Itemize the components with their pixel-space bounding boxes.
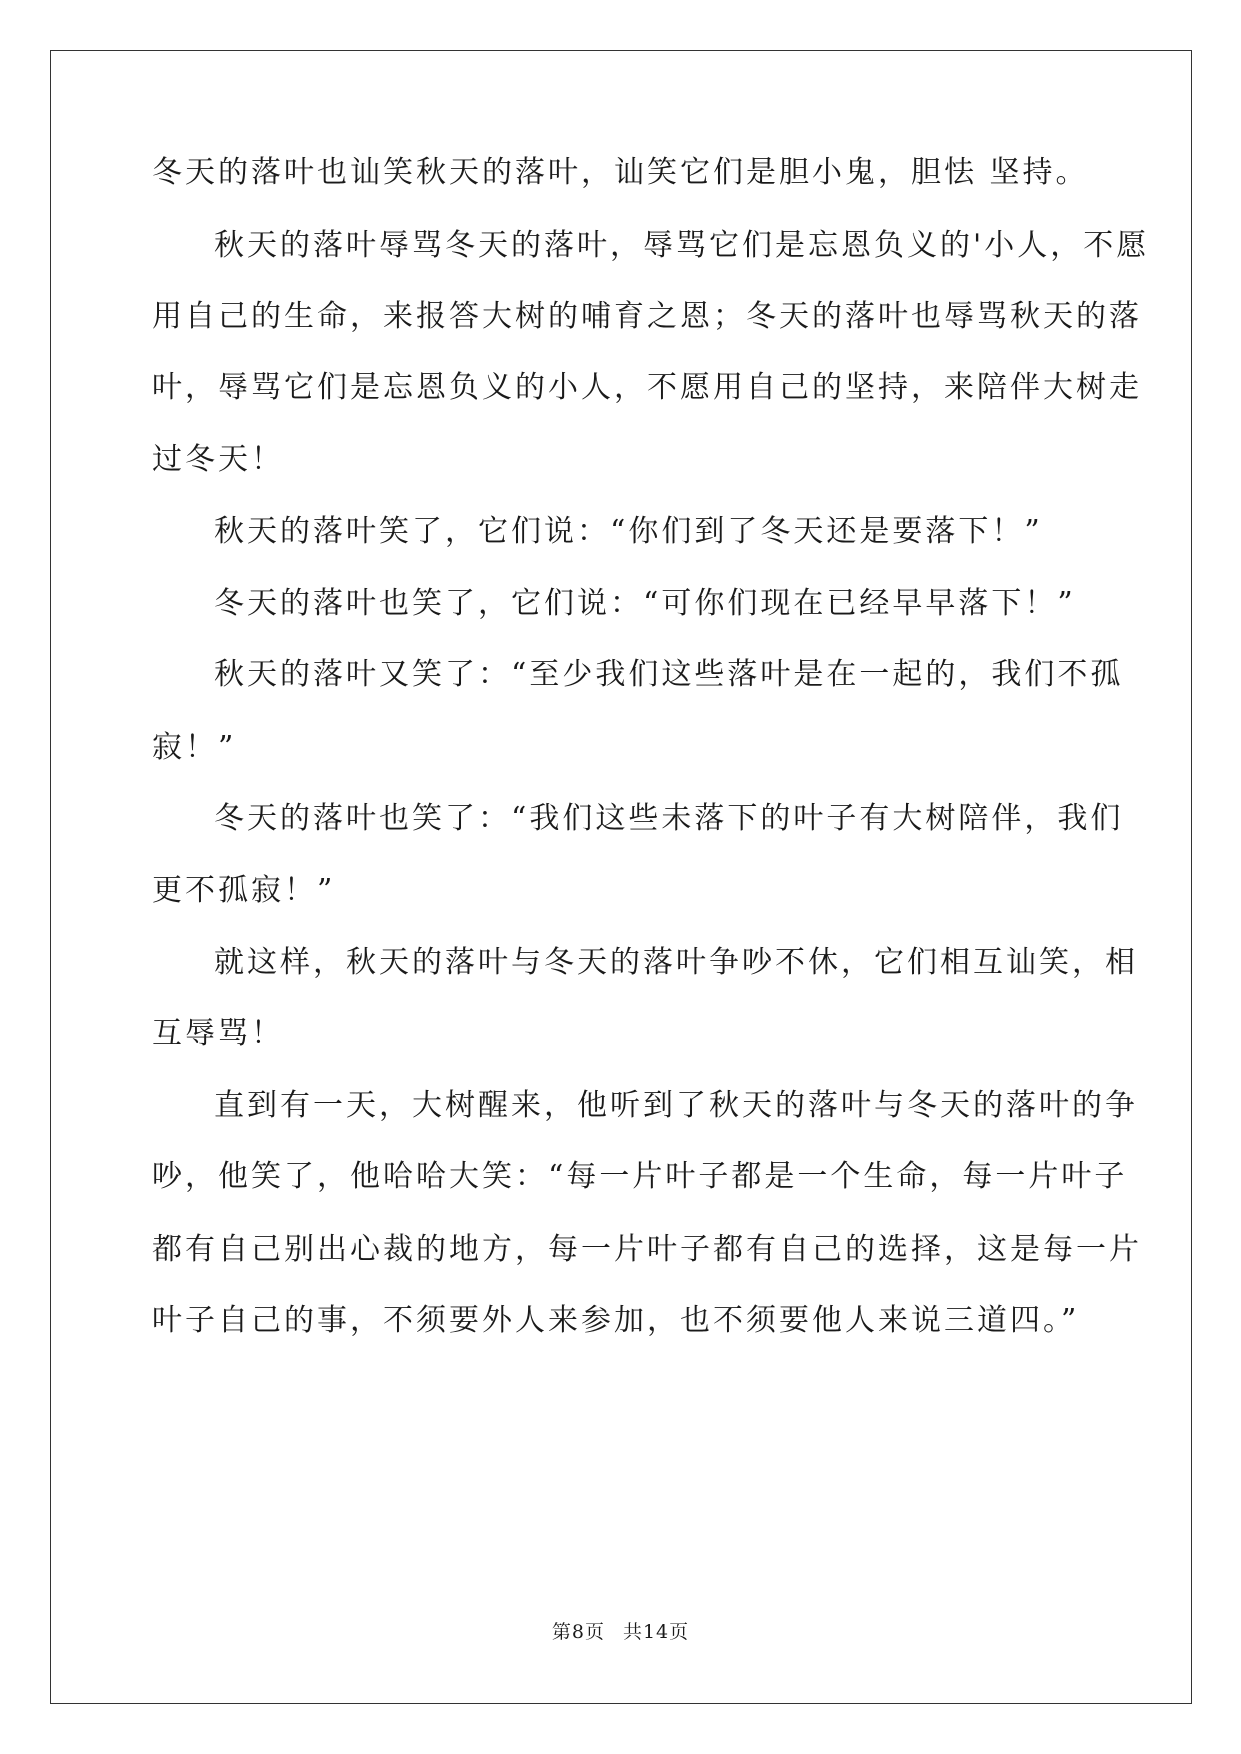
paragraph-first-line: 就这样，秋天的落叶与冬天的落叶争吵不休，它们相互讪笑，相 — [214, 945, 1138, 980]
text-line: 吵，他笑了，他哈哈大笑：“每一片叶子都是一个生命，每一片叶子 — [152, 1159, 1128, 1194]
text-line: 叶子自己的事，不须要外人来参加，也不须要他人来说三道四。” — [152, 1303, 1080, 1338]
text-line: 更不孤寂！” — [152, 873, 336, 908]
paragraph-first-line: 直到有一天，大树醒来，他听到了秋天的落叶与冬天的落叶的争 — [214, 1088, 1138, 1123]
text-line: 过冬天！ — [152, 442, 284, 477]
paragraph-first-line: 冬天的落叶也笑了：“我们这些未落下的叶子有大树陪伴，我们 — [214, 801, 1124, 836]
paragraph-first-line: 冬天的落叶也笑了，它们说：“可你们现在已经早早落下！” — [214, 586, 1076, 621]
paragraph-first-line: 秋天的落叶辱骂冬天的落叶，辱骂它们是忘恩负义的'小人，不愿 — [214, 228, 1150, 263]
page-number: 第8页 — [551, 1621, 605, 1643]
text-line: 冬天的落叶也讪笑秋天的落叶，讪笑它们是胆小鬼，胆怯 坚持。 — [152, 155, 1089, 190]
text-line: 寂！” — [152, 730, 237, 765]
page-footer — [0, 1620, 1241, 1644]
paragraph-first-line: 秋天的落叶又笑了：“至少我们这些落叶是在一起的，我们不孤 — [214, 657, 1124, 692]
text-line: 互辱骂！ — [152, 1016, 284, 1051]
text-line: 叶，辱骂它们是忘恩负义的小人，不愿用自己的坚持，来陪伴大树走 — [152, 370, 1142, 405]
page-total: 共14页 — [622, 1621, 690, 1643]
text-line: 都有自己别出心裁的地方，每一片叶子都有自己的选择，这是每一片 — [152, 1232, 1142, 1267]
paragraph-first-line: 秋天的落叶笑了，它们说：“你们到了冬天还是要落下！” — [214, 514, 1043, 549]
text-line: 用自己的生命，来报答大树的哺育之恩；冬天的落叶也辱骂秋天的落 — [152, 299, 1142, 334]
